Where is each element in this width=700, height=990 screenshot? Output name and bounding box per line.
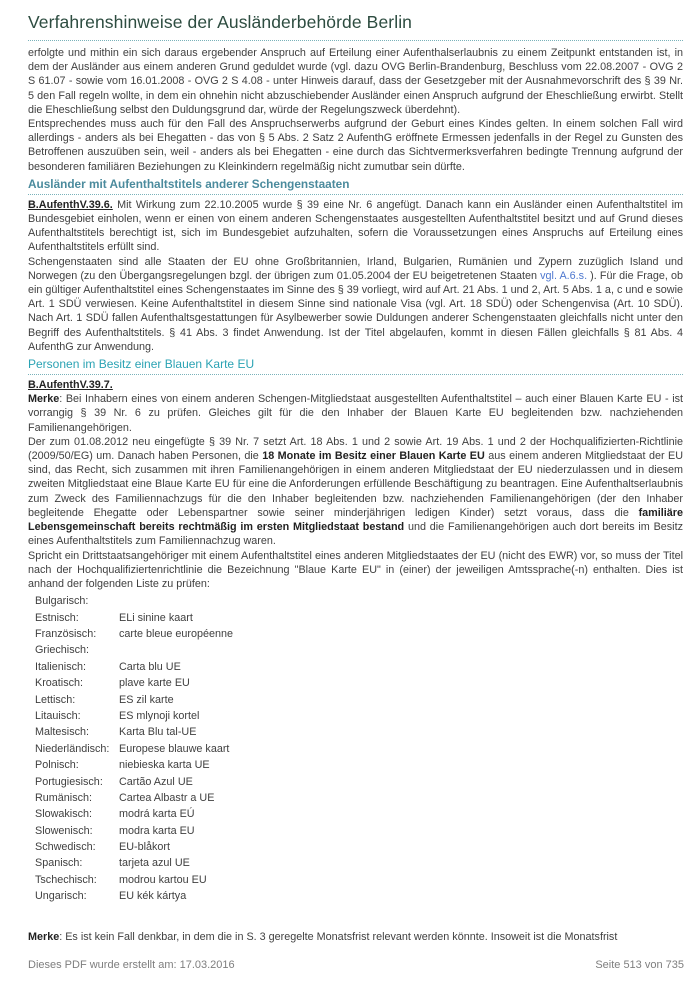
language-value: ES mlynoji kortel [119,709,200,722]
language-value: Cartea Albastr a UE [119,791,215,804]
language-label: Estnisch: [35,611,79,624]
list-item [35,675,683,691]
language-value: EU-blåkort [119,841,171,854]
paragraph-text: Spricht ein Drittstaatsangehöriger mit einem Aufenthaltstitel eines anderen Mitgliedstaates der EU (nicht des EWR) vor, so muss der Titel nach der Hochqualifiziertenrichtlinie die Bezeichnung "Blaue Karte EU" in (einer) der jeweiligen Amtssprache(-n) enthalten. Dies ist anhand der folgenden Liste zu prüfen: [28,549,683,590]
list-item [35,708,683,724]
paragraph-richtlinie [28,435,683,549]
language-label: Italienisch: [35,660,87,673]
paragraph-intro-2 [28,117,683,174]
legal-ref-line-39-7 [28,378,683,392]
list-item [35,741,683,757]
paragraph-text: und die Familienangehörigen auch dort bereits im Besitz eines Aufenthaltstitels zum Familiennachzug waren. [28,521,683,548]
paragraph-schengenstaaten [28,255,683,354]
language-label: Litauisch: [35,709,81,722]
paragraph-text: ). Für die Frage, ob ein gültiger Aufenthaltstitel eines Schengenstaates im Sinne des § 39 vorliegt, wird auf Art. 21 Abs. 1 und 2, Art. 5 Abs. 1 a, c und e sowie Art. 1 SDÜ verwiesen. Keine Aufenthaltstitel in diesem Sinne sind nationale Visa (vgl. Art. 18 SDÜ) oder Schengenvisa (Art. 10 SDÜ). Nach Art. 1 SDÜ fallen Aufenthaltsgestattungen für Asylbewerber sowie Duldungen anderer Schengenstaaten gleichfalls nicht unter den Begriff des Aufenthaltstitels. § 41 Abs. 3 findet Anwendung. Ist der Titel abgelaufen, kommt in diesen Fällen gleichfalls § 81 Abs. 4 AufenthG zur Anwendung. [28,269,684,353]
language-value: Karta Blu tal-UE [119,726,197,739]
list-item [35,691,683,707]
list-item [35,888,683,904]
list-item [35,839,683,855]
language-label: Griechisch: [35,644,90,657]
legal-ref-39-7: B.AufenthV.39.7. [28,379,113,392]
language-label: Slowenisch: [35,824,93,837]
legal-ref-39-6: B.AufenthV.39.6. [28,198,113,211]
page-content [0,12,700,905]
link-a6s[interactable]: vgl. A.6.s. [540,269,588,282]
paragraph-39-6 [28,198,683,255]
paragraph-text: erfolgte und mithin ein sich daraus ergebender Anspruch auf Erteilung einer Aufenthalserlaubnis zu einem Zeitpunkt entstanden ist, in dem der Ausländer aus einem anderen Grund geduldet wurde (vgl. dazu OVG Berlin-Brandenburg, Beschluss vom 22.08.2007 - OVG 2 S 61.07 - sowie vom 16.01.2008 - OVG 2 S 4.08 - unter Hinweis darauf, dass der Gesetzgeber mit der Ausnahmevorschrift des § 39 Nr. 5 den Fall regeln wollte, in dem ein ohnehin nicht abzuschiebender Ausländer einen Anspruch aufgrund der Eheschließung erwirbt. Stellt die Eheschließung selbst den Duldungsgrund dar, würde der Regelungszweck überdehnt). [28,47,683,116]
page-footer [28,959,684,971]
language-label: Niederländisch: [35,742,110,755]
list-item [35,757,683,773]
language-label: Schwedisch: [35,841,96,854]
document-body [28,46,683,905]
language-value: modrou kartou EU [119,873,207,886]
section-heading-schengenstaaten: Ausländer mit Aufenthaltstitels anderer Schengenstaaten [28,178,683,195]
list-item [35,790,683,806]
list-item [35,806,683,822]
language-value: Carta blu UE [119,660,181,673]
language-value: plave karte EU [119,677,190,690]
language-value: ELi sinine kaart [119,611,193,624]
paragraph-merke-2 [28,930,683,944]
list-item [35,773,683,789]
list-item [35,642,683,658]
page-title: Verfahrenshinweise der Ausländerbehörde Berlin [28,12,413,32]
language-label: Bulgarisch: [35,595,89,608]
language-label: Rumänisch: [35,791,93,804]
language-label: Polnisch: [35,759,79,772]
language-value: niebieska karta UE [119,759,210,772]
merke-label: Merke [28,931,60,943]
language-label: Lettisch: [35,693,76,706]
language-label: Kroatisch: [35,677,84,690]
list-item [35,659,683,675]
language-label: Maltesisch: [35,726,90,739]
footer-created-date: Dieses PDF wurde erstellt am: 17.03.2016 [28,959,235,971]
language-label: Französisch: [35,627,97,640]
language-value: carte bleue européenne [119,627,234,640]
language-value: tarjeta azul UE [119,857,190,870]
list-item [35,855,683,871]
list-item [35,626,683,642]
list-item [35,724,683,740]
language-value: modrá karta EÚ [119,808,195,821]
merke-label: Merke [28,393,60,406]
paragraph-text: Schengenstaaten sind alle Staaten der EU ohne Großbritannien, Irland, Bulgarien, Rumänien und Zypern zuzüglich Island und Norwegen (zu den Übergangsregelungen bzgl. der übrigen zum 01.05.2004 der EU beigetretenen Staaten [28,255,683,282]
language-value: EU kék kártya [119,890,187,903]
section-heading-blaue-karte: Personen im Besitz einer Blauen Karte EU [28,358,683,375]
paragraph-text: Der zum 01.08.2012 neu eingefügte § 39 Nr. 7 setzt Art. 18 Abs. 1 und 2 sowie Art. 19 Abs. 1 und 2 der Hochqualifizierten-Richtlinie (2009/50/EG) um. Danach haben Personen, die [28,435,683,463]
language-label: Slowakisch: [35,808,93,821]
language-label: Portugiesisch: [35,775,103,788]
paragraph-merke-1 [28,392,683,435]
footer-page-number: Seite 513 von 735 [595,959,684,971]
paragraph-text: Mit Wirkung zum 22.10.2005 wurde § 39 eine Nr. 6 angefügt. Danach kann ein Ausländer einen Aufenthaltstitel im Bundesgebiet einholen, wenn er einen von einem anderen Schengenstaates ausgestellten Aufenthaltstitel besitzt und auf Grund dieses Aufenthaltstitels berechtigt ist, sich im Bundesgebiet aufzuhalten, sofern die Voraussetzungen eines Anspruchs auf Erteilung eines Aufenthaltstitels erfüllt sind. [28,198,683,254]
language-label: Tschechisch: [35,873,97,886]
paragraph-intro-1 [28,46,683,117]
language-value: Cartão Azul UE [119,775,193,788]
bold-18-monate: 18 Monate im Besitz einer Blauen Karte EU [262,450,485,463]
language-value: Europese blauwe kaart [119,742,230,755]
language-value: modra karta EU [119,824,195,837]
list-item [35,823,683,839]
paragraph-text: : Bei Inhabern eines von einem anderen Schengen-Mitgliedstaat ausgestellten Aufenthaltstitel – auch einer Blauen Karte EU - ist vorrangig § 39 Nr. 6 zu prüfen. Gleiches gilt für die den Inhaber der Blauen Karte EU begleitenden bzw. nachziehenden Familienangehörigen. [28,393,683,434]
title-divider [28,40,683,41]
paragraph-text: Entsprechendes muss auch für den Fall des Anspruchserwerbs aufgrund der Geburt eines Kindes gelten. In einem solchen Fall wird allerdings - anders als bei Ehegatten - das von § 5 Abs. 2 Satz 2 AufenthG eröffnete Ermessen jedenfalls in der Regel zu Gunsten des Betroffenen auszuüben sein, weil - anders als bei Ehegatten - eine durch das Sichtvermerksverfahren bedingte Trennung aufgrund der besonderen familiären Beziehungen zu Kleinkindern regelmäßig nicht zumutbar sein dürfte. [28,118,683,173]
bold-lebensgemeinschaft: familiäre Lebensgemeinschaft bereits rechtmäßig im ersten Mitgliedstaat bestand [28,506,683,534]
paragraph-text: : Es ist kein Fall denkbar, in dem die in S. 3 geregelte Monatsfrist relevant werden könnte. Insoweit ist die Monatsfrist [59,931,618,943]
paragraph-spricht [28,549,683,592]
paragraph-text: aus einem anderen Mitgliedstaat der EU sind, das Recht, sich zusammen mit ihren Familienangehörigen in einem anderen Mitgliedstaat der EU niederzulassen und in diesem zweiten Mitgliedstaat eine Blaue Karte EU für eine die Anforderungen erfüllende Beschäftigung zu beantragen. Eine Aufenthaltserlaubnis zum Zweck des Familiennachzugs für die den Inhaber begleitenden bzw. nachziehenden Familienangehörigen (der den Inhaber begleitende Ehegatte oder Lebenspartner sowie seiner minderjährigen ledigen Kinder) setzt voraus, dass die [28,450,684,519]
language-value: ES zil karte [119,693,174,706]
list-item [35,610,683,626]
language-label: Ungarisch: [35,890,87,903]
list-item [35,872,683,888]
list-item [35,593,683,609]
language-label: Spanisch: [35,857,83,870]
language-list [35,593,683,904]
